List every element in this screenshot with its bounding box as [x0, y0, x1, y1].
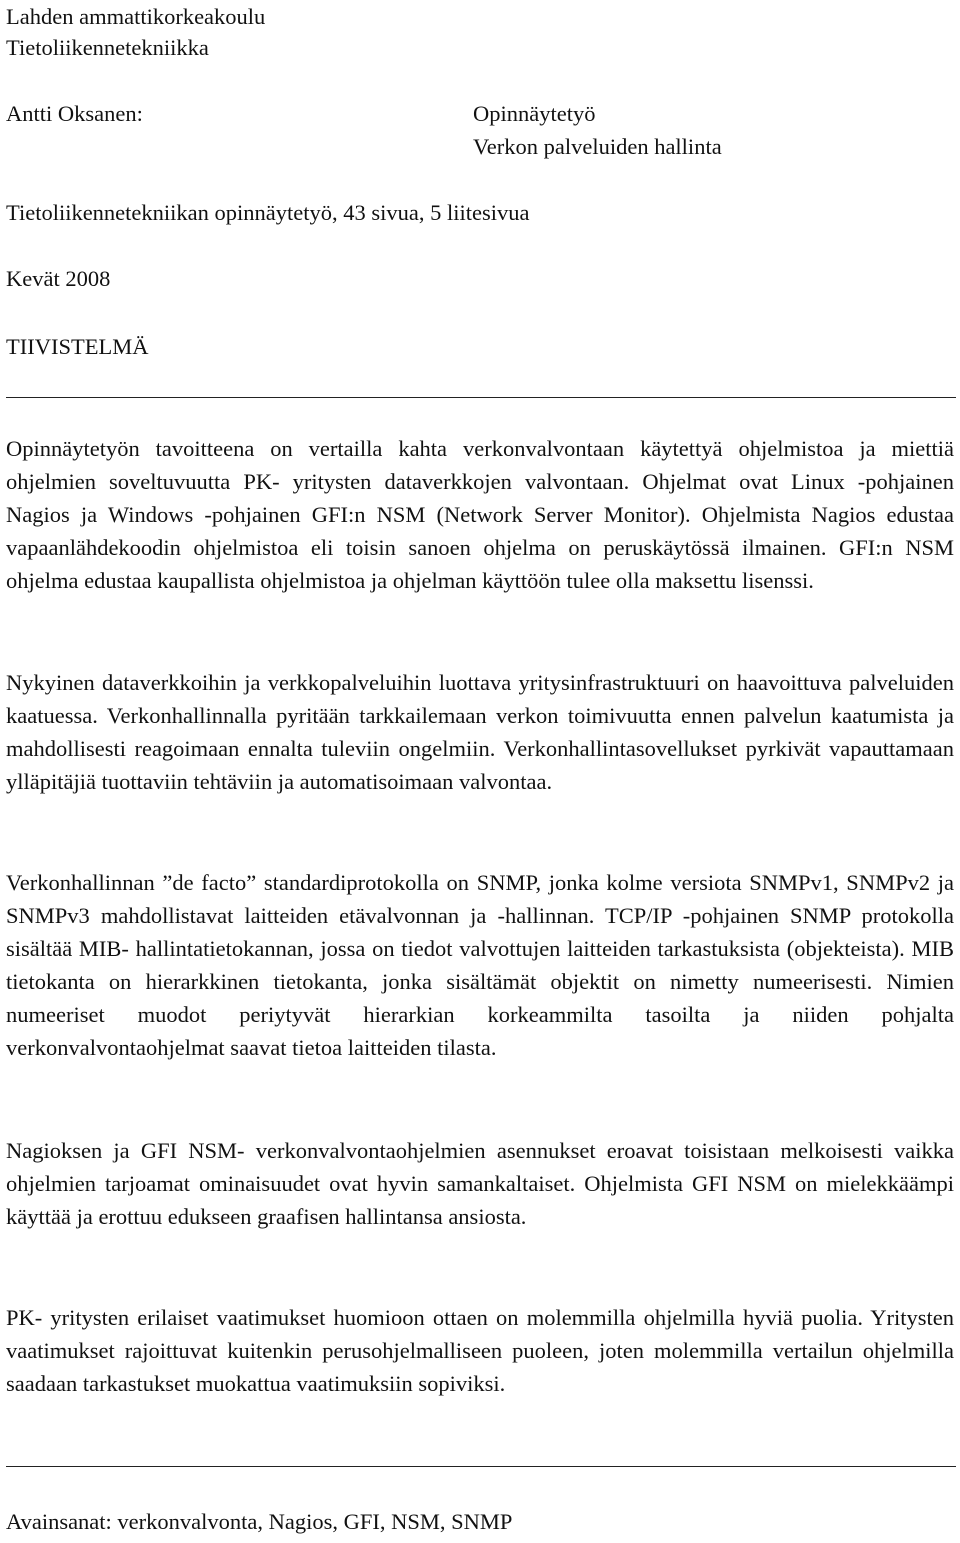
institution: Lahden ammattikorkeakoulu [6, 4, 266, 29]
paragraph-text: Nykyinen dataverkkoihin ja verkkopalveluihin luottava yritysinfrastruktuuri on haavoittuva palveluiden kaatuessa. Verkonhallinnalla pyritään tarkkailemaan verkon toimivuutta ennen palvelun kaatumista ja mahdollisesti reagoimaan ennalta tuleviin ongelmiin. Verkonhallintasovellukset pyrkivät vapauttamaan ylläpitäjiä tuottaviin tehtäviin ja automatisoimaan valvontaa. [6, 670, 954, 794]
abstract-paragraph-3 [6, 866, 954, 1064]
doc-type: Opinnäytetyö [473, 101, 596, 126]
paragraph-text: Verkonhallinnan ”de facto” standardiprotokolla on SNMP, jonka kolme versiota SNMPv1, SNMPv2 ja SNMPv3 mahdollistavat laitteiden etävalvonnan ja -hallinnan. TCP/IP -pohjainen SNMP protokolla sisältää MIB- hallintatietokannan, jossa on tiedot valvottujen laitteiden tarkastuksista (objekteista). MIB tietokanta on hierarkkinen tietokanta, jonka sisältämät objektit on nimetty numeerisesti. Nimien numeeriset muodot periytyvät hierarkian korkeammilta tasoilta ja niiden pohjalta verkonvalvontaohjelmat saavat tietoa laitteiden tilasta. [6, 870, 954, 1060]
author: Antti Oksanen: [6, 101, 143, 126]
abstract-paragraph-5 [6, 1301, 954, 1400]
abstract-paragraph-1 [6, 432, 954, 597]
bottom-divider [6, 1466, 956, 1467]
paragraph-text: PK- yritysten erilaiset vaatimukset huomioon ottaen on molemmilla ohjelmilla hyviä puolia. Yritysten vaatimukset rajoittuvat kuitenkin perusohjelmalliseen puoleen, joten molemmilla vertailun ohjelmilla saadaan tarkastukset muokattua vaatimuksiin sopiviksi. [6, 1305, 954, 1396]
paragraph-text: Nagioksen ja GFI NSM- verkonvalvontaohjelmien asennukset eroavat toisistaan melkoisesti vaikka ohjelmien tarjoamat ominaisuudet ovat hyvin samankaltaiset. Ohjelmista GFI NSM on mielekkäämpi käyttää ja erottuu edukseen graafisen hallintansa ansiosta. [6, 1138, 954, 1229]
thesis-title: Verkon palveluiden hallinta [473, 134, 722, 159]
abstract-paragraph-2 [6, 666, 954, 798]
department: Tietoliikennetekniikka [6, 35, 209, 60]
paragraph-text: Opinnäytetyön tavoitteena on vertailla kahta verkonvalvontaan käytettyä ohjelmistoa ja miettiä ohjelmien soveltuvuutta PK- yritysten dataverkkojen valvontaan. Ohjelmat ovat Linux -pohjainen Nagios ja Windows -pohjainen GFI:n NSM (Network Server Monitor). Ohjelmista Nagios edustaa vapaanlähdekoodin ohjelmistoa eli toisin sanoen ohjelma on peruskäytössä ilmainen. GFI:n NSM ohjelma edustaa kaupallista ohjelmistoa ja ohjelman käyttöön tulee olla maksettu lisenssi. [6, 436, 954, 593]
abstract-paragraph-4 [6, 1134, 954, 1233]
thesis-details: Tietoliikennetekniikan opinnäytetyö, 43 sivua, 5 liitesivua [6, 200, 530, 225]
term: Kevät 2008 [6, 266, 111, 291]
top-divider [6, 397, 956, 398]
section-title: TIIVISTELMÄ [6, 334, 149, 359]
keywords: Avainsanat: verkonvalvonta, Nagios, GFI, NSM, SNMP [6, 1509, 513, 1534]
